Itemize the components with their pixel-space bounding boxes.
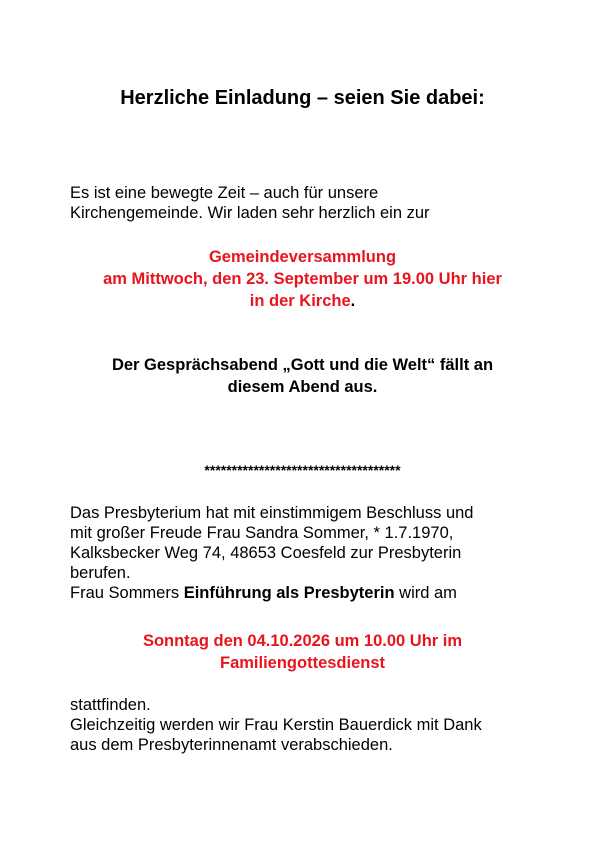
service-announcement: [50, 630, 555, 674]
presbyterium-line: [70, 583, 550, 603]
line-bold-text: Einführung als Presbyterin: [183, 584, 395, 602]
service-name: Familiengottesdienst: [219, 654, 386, 672]
presbyterium-line: berufen.: [70, 564, 131, 582]
line-text: wird am: [394, 584, 457, 602]
notice-line: diesem Abend aus.: [227, 378, 378, 396]
closing-line: stattfinden.: [70, 696, 151, 714]
separator: ************************************: [204, 462, 401, 478]
presbyterium-paragraph: [70, 503, 550, 603]
closing-line: aus dem Presbyterinnenamt verabschieden.: [70, 736, 393, 754]
meeting-title: Gemeindeversammlung: [208, 248, 397, 266]
meeting-announcement: [50, 246, 555, 312]
service-date: Sonntag den 04.10.2026 um 10.00 Uhr im: [142, 632, 463, 650]
presbyterium-line: mit großer Freude Frau Sandra Sommer, * 1.7.1970,: [70, 524, 454, 542]
intro-paragraph: [70, 183, 550, 223]
notice-line: Der Gesprächsabend „Gott und die Welt“ fällt an: [111, 356, 494, 374]
meeting-place-period: .: [350, 292, 356, 310]
line-text: Frau Sommers: [70, 584, 184, 602]
meeting-place-text: in der Kirche: [249, 292, 351, 310]
closing-line: Gleichzeitig werden wir Frau Kerstin Bauerdick mit Dank: [70, 716, 482, 734]
intro-line: Kirchengemeinde. Wir laden sehr herzlich ein zur: [70, 204, 430, 222]
cancellation-notice: [50, 354, 555, 398]
meeting-date: am Mittwoch, den 23. September um 19.00 Uhr hier: [103, 270, 502, 288]
intro-line: Es ist eine bewegte Zeit – auch für unsere: [70, 184, 379, 202]
presbyterium-line: Das Presbyterium hat mit einstimmigem Beschluss und: [70, 504, 474, 522]
presbyterium-line: Kalksbecker Weg 74, 48653 Coesfeld zur Presbyterin: [70, 544, 462, 562]
page-title: Herzliche Einladung – seien Sie dabei:: [120, 87, 485, 109]
meeting-place: [50, 290, 555, 312]
closing-paragraph: [70, 695, 550, 755]
